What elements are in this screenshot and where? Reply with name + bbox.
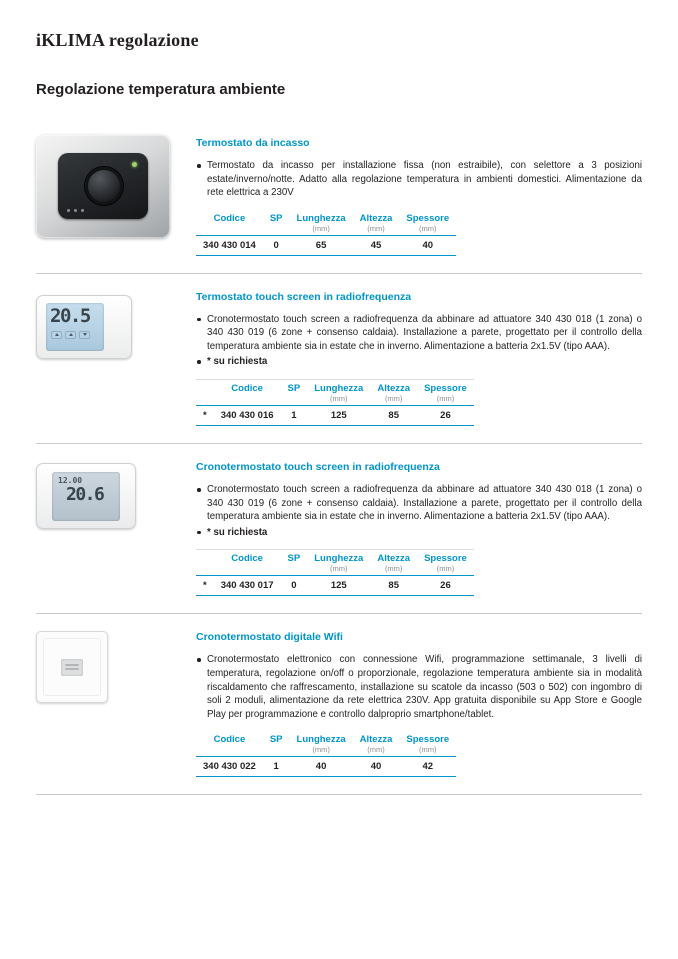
col-sp: SP bbox=[269, 734, 283, 746]
lcd-temperature: 20.6 bbox=[66, 484, 104, 506]
led-indicator-icon bbox=[132, 162, 137, 167]
lunghezza-value: 125 bbox=[307, 576, 370, 596]
unit-empty bbox=[196, 394, 214, 406]
on-request-marker: * bbox=[196, 406, 214, 426]
spessore-value: 26 bbox=[417, 576, 474, 596]
product-title: Cronotermostato digitale Wifi bbox=[196, 631, 343, 644]
spessore-value: 42 bbox=[399, 757, 456, 777]
unit-empty bbox=[196, 564, 214, 576]
col-sp: SP bbox=[269, 212, 283, 224]
unit-mm: (mm) bbox=[399, 745, 456, 757]
table-units-row bbox=[196, 394, 474, 406]
table-header-row bbox=[196, 380, 474, 395]
unit-mm: (mm) bbox=[290, 745, 353, 757]
unit-mm: (mm) bbox=[307, 394, 370, 406]
touch-buttons bbox=[51, 331, 100, 339]
col-codice: Codice bbox=[213, 212, 246, 224]
col-asterisk bbox=[196, 380, 214, 395]
col-codice: Codice bbox=[231, 553, 263, 565]
table-header-row bbox=[196, 550, 474, 565]
unit-mm: (mm) bbox=[290, 224, 353, 236]
product-description-list bbox=[196, 159, 642, 200]
col-lunghezza: Lunghezza bbox=[296, 734, 346, 746]
col-spessore: Spessore bbox=[406, 734, 450, 746]
spessore-value: 26 bbox=[417, 406, 474, 426]
col-spessore: Spessore bbox=[424, 383, 467, 395]
mode-markings-icon bbox=[67, 209, 84, 212]
col-spessore: Spessore bbox=[424, 553, 467, 565]
lcd-temperature: 20.5 bbox=[50, 304, 90, 327]
lunghezza-value: 40 bbox=[290, 757, 353, 777]
product-photo-touch-thermostat bbox=[36, 289, 196, 426]
col-altezza: Altezza bbox=[359, 734, 393, 746]
product-photo-flush-thermostat bbox=[36, 135, 196, 256]
spec-table bbox=[196, 549, 474, 596]
product-info bbox=[196, 629, 642, 777]
up-arrow-icon bbox=[51, 331, 62, 339]
product-description: Cronotermostato touch screen a radiofrequenza da abbinare ad attuatore 340 430 018 (1 zona) o 340 430 019 (6 zone + consenso caldaia). Installazione a parete, progettato per il controllo della temperatura ambiente sia in estate che in inverno. Alimentazione a batteria 2x1.5V (tipo AAA). bbox=[196, 483, 642, 524]
lunghezza-value: 65 bbox=[290, 235, 353, 255]
table-row bbox=[196, 235, 456, 255]
product-section-crono-thermostat bbox=[36, 444, 642, 613]
product-code: 340 430 022 bbox=[196, 757, 263, 777]
lcd-time: 12.00 bbox=[58, 476, 83, 486]
page-title: iKLIMA regolazione bbox=[36, 30, 199, 50]
product-description: Cronotermostato elettronico con connessione Wifi, programmazione settimanale, 3 livelli di temperatura, regolazione on/off o proporzionale, regolazione temperatura ambiente sia in modalità riscaldamento che raffrescamento, installazione su scatole da incasso (503 o 502) con ingombro di soli 2 moduli, alimentazione da rete elettrica 230V. App gratuita disponibile su App Store e Google Play per programmazione e controllo dalproprio smartphone/tablet. bbox=[196, 653, 642, 721]
col-lunghezza: Lunghezza bbox=[296, 212, 346, 224]
unit-mm: (mm) bbox=[417, 564, 474, 576]
col-lunghezza: Lunghezza bbox=[314, 553, 364, 565]
product-title: Cronotermostato touch screen in radiofrequenza bbox=[196, 461, 440, 474]
unit-mm: (mm) bbox=[307, 564, 370, 576]
col-lunghezza: Lunghezza bbox=[314, 383, 364, 395]
table-row bbox=[196, 406, 474, 426]
col-spessore: Spessore bbox=[406, 212, 450, 224]
col-sp: SP bbox=[287, 553, 301, 565]
lcd-screen bbox=[46, 303, 104, 351]
page-subtitle: Regolazione temperatura ambiente bbox=[36, 81, 286, 98]
unit-mm: (mm) bbox=[353, 224, 400, 236]
product-section-flush-thermostat bbox=[36, 120, 642, 273]
altezza-value: 85 bbox=[370, 406, 417, 426]
unit-empty bbox=[196, 224, 263, 236]
col-asterisk bbox=[196, 550, 214, 565]
product-info bbox=[196, 289, 642, 426]
unit-empty bbox=[214, 564, 281, 576]
on-request-marker: * bbox=[196, 576, 214, 596]
unit-mm: (mm) bbox=[370, 394, 417, 406]
col-altezza: Altezza bbox=[377, 383, 411, 395]
sp-value: 1 bbox=[263, 757, 290, 777]
table-units-row bbox=[196, 224, 456, 236]
spessore-value: 40 bbox=[399, 235, 456, 255]
table-row bbox=[196, 757, 456, 777]
col-altezza: Altezza bbox=[359, 212, 393, 224]
altezza-value: 40 bbox=[353, 757, 400, 777]
col-codice: Codice bbox=[231, 383, 263, 395]
product-code: 340 430 016 bbox=[214, 406, 281, 426]
sp-value: 0 bbox=[281, 576, 308, 596]
unit-mm: (mm) bbox=[399, 224, 456, 236]
product-code: 340 430 014 bbox=[196, 235, 263, 255]
unit-empty bbox=[196, 745, 263, 757]
table-units-row bbox=[196, 745, 456, 757]
faceplate-frame bbox=[43, 638, 101, 696]
spec-table bbox=[196, 210, 456, 256]
product-title: Termostato touch screen in radiofrequenza bbox=[196, 290, 412, 303]
device-body bbox=[36, 295, 132, 359]
dial-knob-icon bbox=[85, 167, 123, 205]
col-altezza: Altezza bbox=[377, 553, 411, 565]
product-section-touch-thermostat bbox=[36, 274, 642, 443]
product-photo-crono-thermostat bbox=[36, 459, 196, 596]
col-sp: SP bbox=[287, 383, 301, 395]
product-description-list bbox=[196, 313, 642, 369]
down-arrow-icon bbox=[79, 331, 90, 339]
product-description-list bbox=[196, 483, 642, 539]
unit-mm: (mm) bbox=[353, 745, 400, 757]
product-info bbox=[196, 459, 642, 596]
unit-empty bbox=[263, 224, 290, 236]
device-body bbox=[36, 631, 108, 703]
table-units-row bbox=[196, 564, 474, 576]
spec-table bbox=[196, 379, 474, 426]
product-description: Cronotermostato touch screen a radiofrequenza da abbinare ad attuatore 340 430 018 (1 zona) o 340 430 019 (6 zone + consenso caldaia). Installazione a parete, progettato per il controllo della temperatura ambiente sia in estate che in inverno. Alimentazione a batteria 2x1.5V (tipo AAA). bbox=[196, 313, 642, 354]
thermostat-plate bbox=[36, 135, 170, 238]
altezza-value: 45 bbox=[353, 235, 400, 255]
product-description: Termostato da incasso per installazione fissa (non estraibile), con selettore a 3 posizioni estate/inverno/notte. Adatto alla regolazione temperatura in ambienti domestici. Alimentazione da rete elettrica a 230V bbox=[196, 159, 642, 200]
table-row bbox=[196, 576, 474, 596]
product-description-list bbox=[196, 653, 642, 721]
product-code: 340 430 017 bbox=[214, 576, 281, 596]
unit-mm: (mm) bbox=[417, 394, 474, 406]
product-note: * su richiesta bbox=[196, 355, 642, 369]
thermostat-body bbox=[58, 153, 148, 219]
altezza-value: 85 bbox=[370, 576, 417, 596]
unit-empty bbox=[281, 394, 308, 406]
product-note: * su richiesta bbox=[196, 526, 642, 540]
unit-empty bbox=[263, 745, 290, 757]
unit-empty bbox=[214, 394, 281, 406]
spec-table bbox=[196, 731, 456, 777]
lcd-screen bbox=[52, 472, 120, 521]
product-section-wifi-thermostat bbox=[36, 614, 642, 794]
device-body bbox=[36, 463, 136, 529]
unit-mm: (mm) bbox=[370, 564, 417, 576]
up-arrow-icon bbox=[65, 331, 76, 339]
lunghezza-value: 125 bbox=[307, 406, 370, 426]
unit-empty bbox=[281, 564, 308, 576]
product-photo-wifi-thermostat bbox=[36, 629, 196, 777]
sp-value: 1 bbox=[281, 406, 308, 426]
product-info bbox=[196, 135, 642, 256]
table-header-row bbox=[196, 210, 456, 224]
col-codice: Codice bbox=[213, 734, 246, 746]
product-title: Termostato da incasso bbox=[196, 137, 310, 149]
sp-value: 0 bbox=[263, 235, 290, 255]
table-header-row bbox=[196, 731, 456, 745]
section-divider bbox=[36, 794, 642, 795]
